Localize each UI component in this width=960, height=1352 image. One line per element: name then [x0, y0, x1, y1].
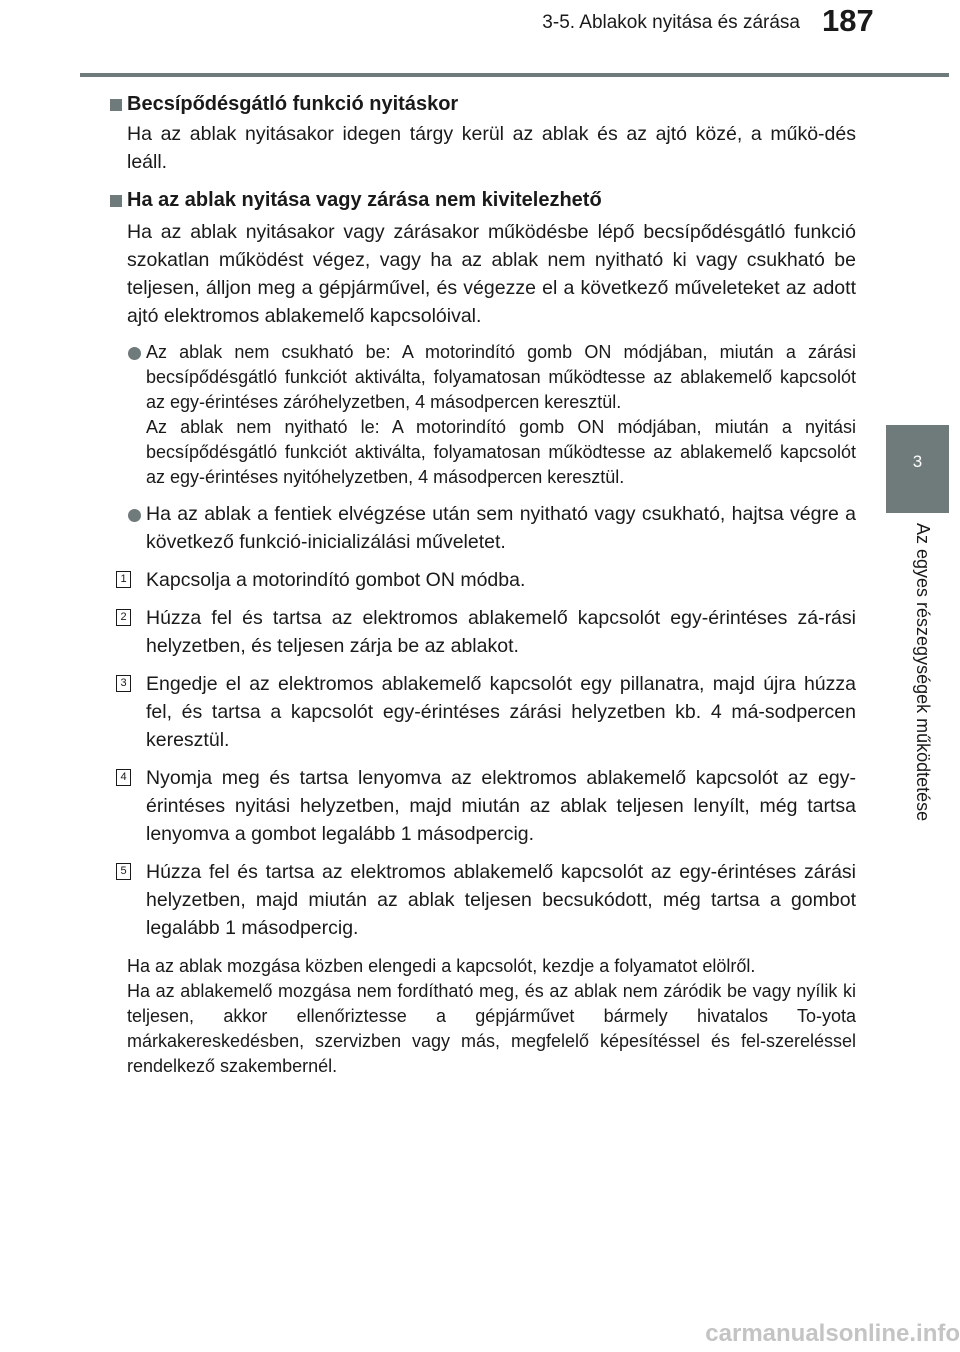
step-text: Engedje el az elektromos ablakemelő kapcsolót egy pillanatra, majd újra húzza fel, és tartsa a kapcsolót egy-érintéses zárási helyzetben kb. 4 má-sodpercen keresztül. — [146, 673, 856, 751]
section-paragraph: Ha az ablak nyitásakor idegen tárgy kerül az ablak és az ajtó közé, a műkö-dés leáll. — [127, 123, 856, 173]
watermark: carmanualsonline.info — [705, 1320, 960, 1347]
page-content — [108, 90, 856, 1079]
step-number-box: 1 — [116, 571, 131, 588]
step-number-box: 5 — [116, 863, 131, 880]
step-number-box: 4 — [116, 769, 131, 786]
step-item — [108, 764, 856, 848]
section-title: 3-5. Ablakok nyitása és zárása — [542, 12, 800, 33]
step-item — [108, 566, 856, 594]
heading-text: Ha az ablak nyitása vagy zárása nem kivitelezhető — [127, 189, 602, 211]
bullet-item — [108, 340, 856, 490]
step-item — [108, 670, 856, 754]
heading-text: Becsípődésgátló funkció nyitáskor — [127, 93, 459, 115]
note-paragraph: Ha az ablak mozgása közben elengedi a kapcsolót, kezdje a folyamatot elölről. — [127, 956, 756, 976]
note-paragraph: Ha az ablakemelő mozgása nem fordítható meg, és az ablak nem záródik be vagy nyílik ki teljesen, akkor ellenőriztesse a gépjárművet bármely hivatalos To-yota márkakereskedésben, szervizben vagy más, megfelelő képesítéssel és fel-szereléssel rendelkező szakembernél. — [127, 981, 856, 1076]
section-heading — [108, 186, 856, 214]
step-text: Húzza fel és tartsa az elektromos ablakemelő kapcsolót egy-érintéses zá-rási helyzetben, és teljesen zárja be az ablakot. — [146, 607, 856, 657]
chapter-title: Az egyes részegységek működtetése — [913, 523, 933, 822]
step-number-box: 3 — [116, 675, 131, 692]
section-heading — [108, 90, 856, 118]
step-text: Nyomja meg és tartsa lenyomva az elektromos ablakemelő kapcsolót az egy-érintéses nyitási helyzetben, majd miután az ablak teljesen lenyílt, még tartsa lenyomva a gombot legalább 1 másodpercig. — [146, 767, 856, 845]
chapter-number: 3 — [912, 452, 923, 471]
step-text: Kapcsolja a motorindító gombot ON módba. — [146, 569, 526, 591]
square-bullet-icon — [110, 99, 122, 111]
bullet-text: Az ablak nem csukható be: A motorindító gomb ON módjában, miután a zárási becsípődésgátló funkciót aktiválta, folyamatosan működtesse az ablakemelő kapcsolót az egy-érintéses záróhelyzetben, 4 másodpercen keresztül. — [146, 342, 856, 412]
page-number: 187 — [822, 3, 874, 38]
circle-bullet-icon — [128, 509, 141, 522]
bullet-text: Az ablak nem nyitható le: A motorindító gomb ON módjában, miután a nyitási becsípődésgátló funkciót aktiválta, folyamatosan működtesse az ablakemelő kapcsolót az egy-érintéses nyitóhelyzetben, 4 másodpercen keresztül. — [146, 417, 856, 487]
bullet-item — [108, 500, 856, 556]
step-number-box: 2 — [116, 609, 131, 626]
section-paragraph: Ha az ablak nyitásakor vagy zárásakor működésbe lépő becsípődésgátló funkció szokatlan működést végez, vagy ha az ablak nem nyitható ki vagy csukható be teljesen, álljon meg a gépjárművel, és végezze el a következő műveleteket az adott ajtó elektromos ablakemelő kapcsolóival. — [127, 221, 856, 327]
circle-bullet-icon — [128, 347, 141, 360]
chapter-tab — [886, 425, 949, 513]
step-item — [108, 604, 856, 660]
bullet-text: Ha az ablak a fentiek elvégzése után sem nyitható vagy csukható, hajtsa végre a következő funkció-inicializálási műveletet. — [146, 503, 856, 553]
header-rule — [80, 73, 949, 77]
chapter-title-strip — [886, 513, 949, 853]
step-text: Húzza fel és tartsa az elektromos ablakemelő kapcsolót az egy-érintéses zárási helyzetben, majd miután az ablak teljesen becsukódott, még tartsa a gombot legalább 1 másodpercig. — [146, 861, 856, 939]
square-bullet-icon — [110, 195, 122, 207]
step-item — [108, 858, 856, 942]
